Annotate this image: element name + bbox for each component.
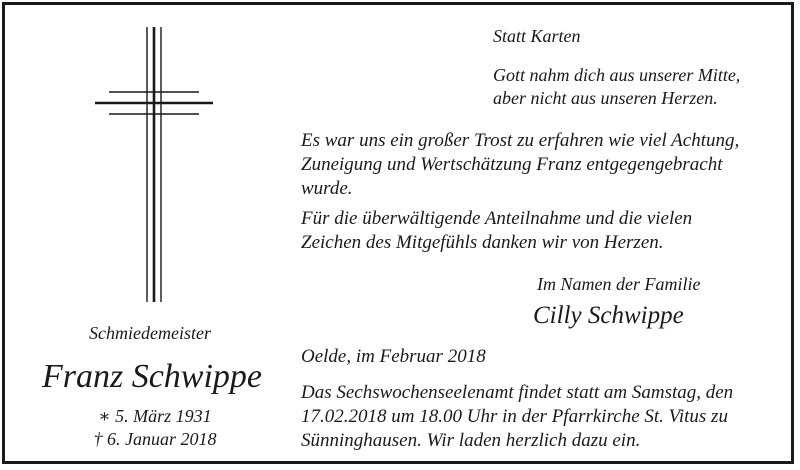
profession: Schmiedemeister bbox=[89, 323, 211, 343]
birth-date: ∗ 5. März 1931 bbox=[98, 406, 212, 426]
para2-line-2: Zeichen des Mitgefühls danken wir von Herzen. bbox=[301, 232, 664, 253]
place-date: Oelde, im Februar 2018 bbox=[301, 346, 486, 367]
cross-icon bbox=[95, 27, 213, 302]
service-line-2: 17.02.2018 um 18.00 Uhr in der Pfarrkirche St. Vitus zu bbox=[301, 406, 728, 427]
death-date: † 6. Januar 2018 bbox=[93, 429, 217, 449]
heading: Statt Karten bbox=[493, 26, 581, 46]
obituary-notice bbox=[2, 2, 794, 464]
quote-line-1: Gott nahm dich aus unserer Mitte, bbox=[493, 65, 741, 85]
service-line-3: Sünninghausen. Wir laden herzlich dazu ein. bbox=[301, 430, 641, 451]
service-line-1: Das Sechswochenseelenamt findet statt am Samstag, den bbox=[301, 382, 734, 403]
para1-line-2: Zuneigung und Wertschätzung Franz entgegengebracht bbox=[301, 154, 723, 175]
para1-line-1: Es war uns ein großer Trost zu erfahren wie viel Achtung, bbox=[301, 130, 740, 151]
para1-line-3: wurde. bbox=[301, 178, 353, 199]
family-label: Im Namen der Familie bbox=[537, 274, 701, 294]
para2-line-1: Für die überwältigende Anteilnahme und die vielen bbox=[301, 208, 693, 229]
deceased-name: Franz Schwippe bbox=[41, 358, 263, 395]
signature: Cilly Schwippe bbox=[533, 302, 684, 329]
quote-line-2: aber nicht aus unseren Herzen. bbox=[493, 88, 718, 108]
